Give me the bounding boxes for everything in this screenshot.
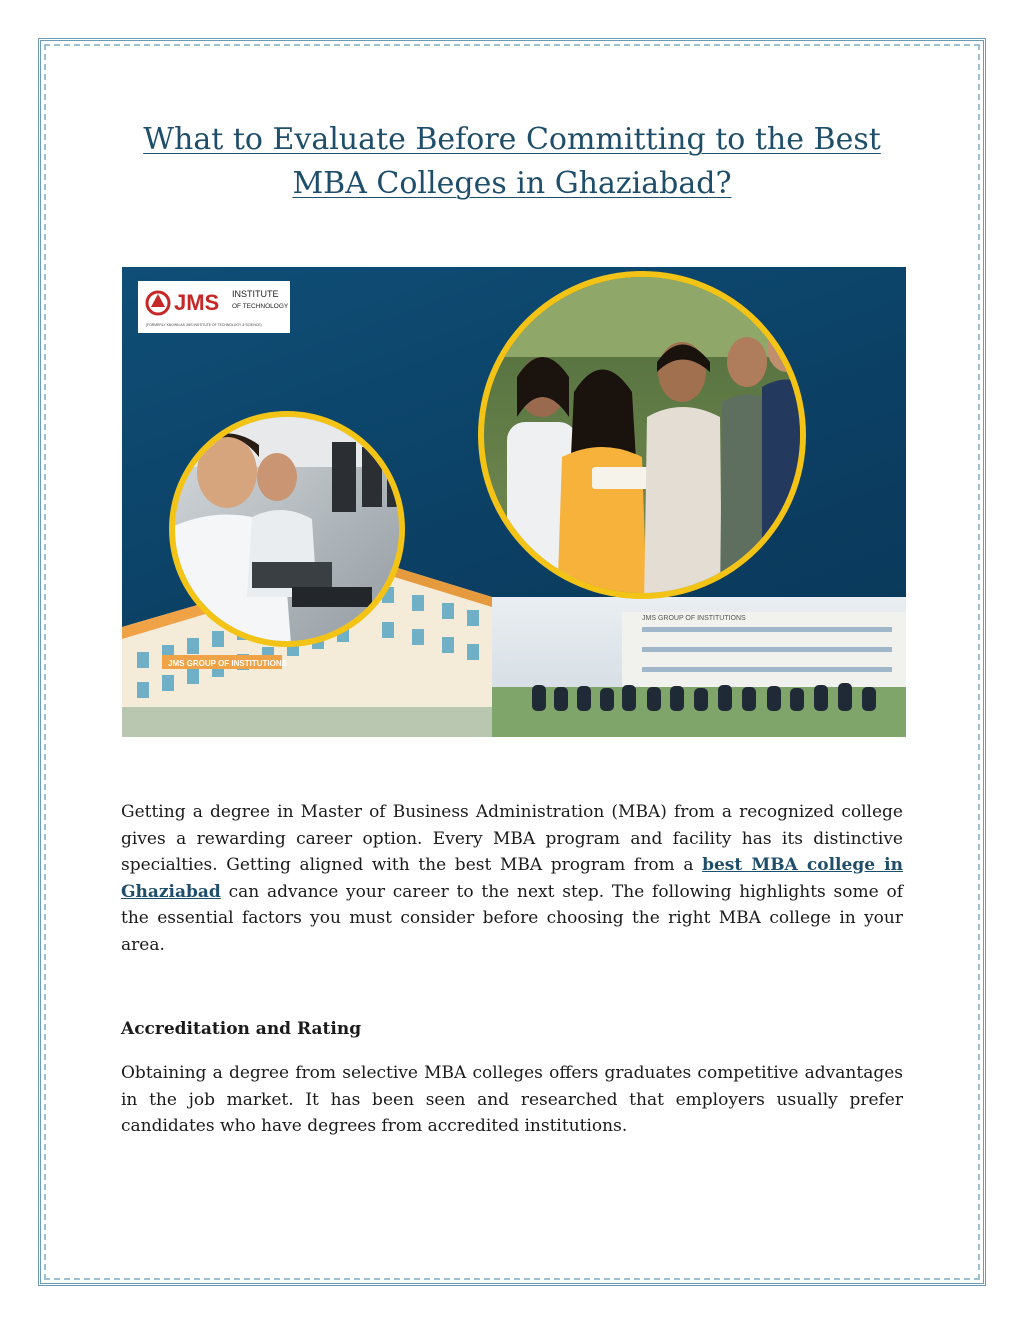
section-heading-accreditation: Accreditation and Rating	[121, 1019, 362, 1039]
hero-image	[122, 267, 906, 737]
logo-brand: JMS	[174, 290, 220, 315]
logo-line-1: INSTITUTE	[232, 289, 279, 299]
best-mba-college-link[interactable]: best MBA college in Ghaziabad	[121, 855, 903, 902]
campus-lawn-photo	[452, 597, 906, 737]
logo-line-2: OF TECHNOLOGY	[232, 303, 289, 310]
accreditation-paragraph: Obtaining a degree from selective MBA colleges offers graduates competitive advantages in the job market. It has been seen and researched that employers usually prefer candidates who have degrees from accredited institutions.	[121, 1063, 903, 1136]
students-group-photo	[472, 267, 812, 622]
institute-logo	[138, 281, 290, 333]
building-sign-left: JMS GROUP OF INSTITUTIONS	[168, 659, 287, 668]
title-line-2: MBA Colleges in Ghaziabad?	[292, 166, 732, 201]
intro-text-after-link: can advance your career to the next step. The following highlights some of the essential factors you must consider before choosing the right MBA college in your area.	[121, 881, 903, 955]
logo-tagline: (FORMERLY KNOWN AS JMS INSTITUTE OF TECHNOLOGY & SCIENCE)	[146, 323, 262, 327]
intro-text-before-link: Getting a degree in Master of Business Administration (MBA) from a recognized college gives a rewarding career option. Every MBA program and facility has its distinctive specialties. Getting aligned with the best MBA program from a	[121, 802, 903, 875]
title-line-1: What to Evaluate Before Committing to the Best	[143, 122, 881, 157]
building-sign-right: JMS GROUP OF INSTITUTIONS	[642, 615, 746, 622]
intro-paragraph	[121, 799, 903, 958]
page-title	[130, 118, 894, 206]
